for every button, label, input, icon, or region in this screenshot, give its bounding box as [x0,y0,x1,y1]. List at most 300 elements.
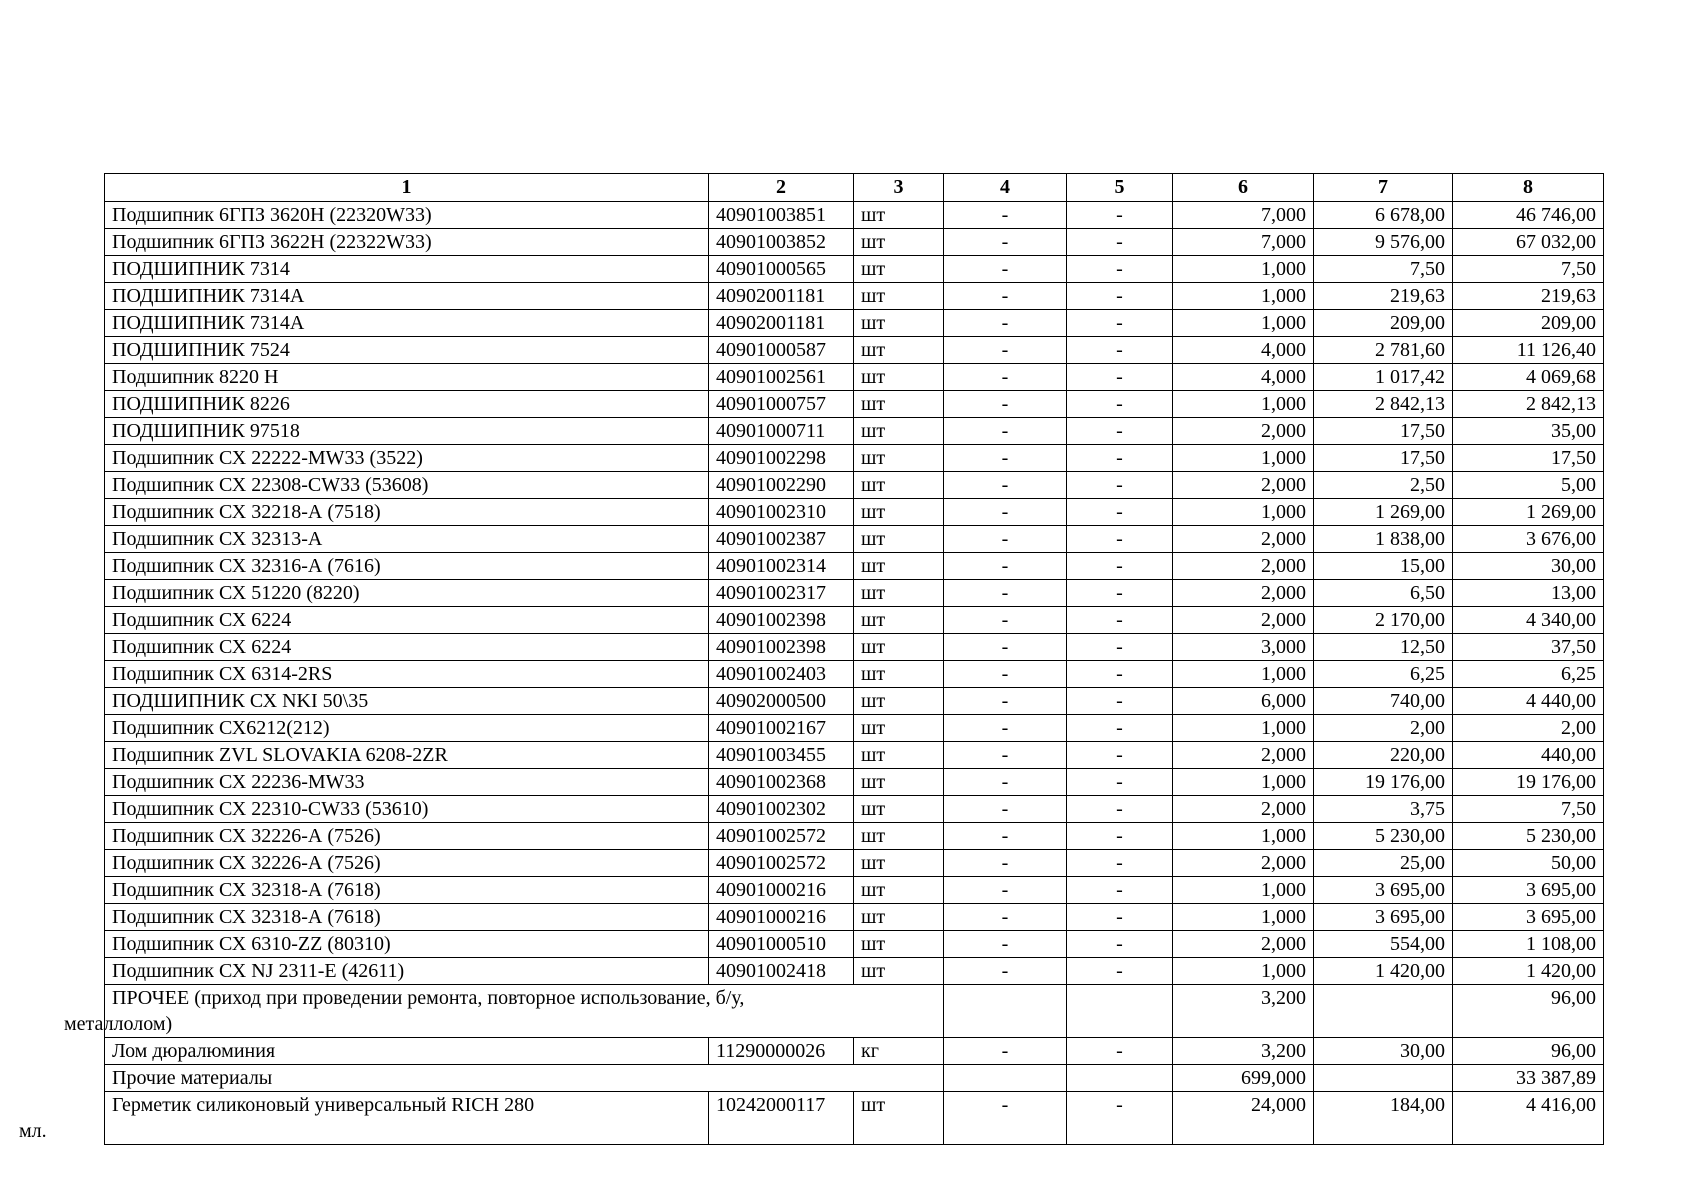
code-cell: 40901002317 [709,580,854,607]
unit-cell: шт [854,607,944,634]
sum-cell: 96,00 [1453,985,1604,1038]
code-cell: 40901002418 [709,958,854,985]
header-row [105,174,1604,202]
sum-cell: 209,00 [1453,310,1604,337]
header-cell: 8 [1453,174,1604,202]
name-cell: ПОДШИПНИК СХ NKI 50\35 [105,688,709,715]
sum-cell: 7,50 [1453,256,1604,283]
col5-cell: - [1067,364,1173,391]
qty-cell: 3,000 [1173,634,1314,661]
col5-cell: - [1067,931,1173,958]
price-cell: 25,00 [1314,850,1453,877]
col4-cell: - [944,526,1067,553]
col4-cell: - [944,688,1067,715]
code-cell: 11290000026 [709,1038,854,1065]
qty-cell: 7,000 [1173,202,1314,229]
unit-cell: шт [854,715,944,742]
unit-cell: шт [854,526,944,553]
qty-cell: 1,000 [1173,445,1314,472]
price-cell: 209,00 [1314,310,1453,337]
col5-cell: - [1067,310,1173,337]
name-cell: Подшипник СХ 6224 [105,607,709,634]
empty-cell [1314,985,1453,1038]
col4-cell: - [944,499,1067,526]
qty-cell: 1,000 [1173,769,1314,796]
table-row [105,661,1604,688]
qty-cell: 7,000 [1173,229,1314,256]
unit-cell: шт [854,472,944,499]
code-cell: 40902001181 [709,283,854,310]
name-cell: Подшипник СХ 32218-А (7518) [105,499,709,526]
col5-cell: - [1067,337,1173,364]
unit-cell: шт [854,904,944,931]
sum-cell: 96,00 [1453,1038,1604,1065]
name-cell: Подшипник СХ 32318-А (7618) [105,877,709,904]
qty-cell: 2,000 [1173,553,1314,580]
price-cell: 2,50 [1314,472,1453,499]
code-cell: 40901000216 [709,904,854,931]
qty-cell: 1,000 [1173,823,1314,850]
col5-cell: - [1067,850,1173,877]
qty-cell: 1,000 [1173,715,1314,742]
name-cell: ПОДШИПНИК 7314А [105,310,709,337]
name-cell: Подшипник СХ 32316-А (7616) [105,553,709,580]
unit-cell: шт [854,769,944,796]
sum-cell: 11 126,40 [1453,337,1604,364]
unit-cell: кг [854,1038,944,1065]
col5-cell: - [1067,283,1173,310]
qty-cell: 2,000 [1173,742,1314,769]
price-cell: 2 170,00 [1314,607,1453,634]
sum-cell: 35,00 [1453,418,1604,445]
table-row [105,958,1604,985]
name-cell: Подшипник СХ 22236-MW33 [105,769,709,796]
price-cell: 220,00 [1314,742,1453,769]
unit-cell: шт [854,877,944,904]
col5-cell: - [1067,418,1173,445]
unit-cell: шт [854,364,944,391]
col5-cell: - [1067,1092,1173,1145]
empty-cell [944,1065,1067,1092]
sum-cell: 33 387,89 [1453,1065,1604,1092]
name-cell: Подшипник СХ6212(212) [105,715,709,742]
col4-cell: - [944,553,1067,580]
name-cell: ПОДШИПНИК 8226 [105,391,709,418]
col4-cell: - [944,607,1067,634]
table-body [105,202,1604,985]
sum-cell: 1 269,00 [1453,499,1604,526]
col5-cell: - [1067,526,1173,553]
name-cell: Подшипник СХ 6224 [105,634,709,661]
code-cell: 40901000216 [709,877,854,904]
col5-cell: - [1067,877,1173,904]
qty-cell: 2,000 [1173,931,1314,958]
name-cell: Подшипник СХ 51220 (8220) [105,580,709,607]
col5-cell: - [1067,958,1173,985]
qty-cell: 1,000 [1173,256,1314,283]
name-cell: Подшипник 6ГПЗ 3620Н (22320W33) [105,202,709,229]
table-row [105,715,1604,742]
qty-cell: 1,000 [1173,958,1314,985]
col4-cell: - [944,256,1067,283]
qty-cell: 1,000 [1173,904,1314,931]
table-row [105,769,1604,796]
unit-cell: шт [854,445,944,472]
code-cell: 40901002398 [709,607,854,634]
code-cell: 10242000117 [709,1092,854,1145]
col5-cell: - [1067,823,1173,850]
code-cell: 40901002398 [709,634,854,661]
col5-cell: - [1067,499,1173,526]
header-cell: 6 [1173,174,1314,202]
price-cell: 1 269,00 [1314,499,1453,526]
code-cell: 40901002310 [709,499,854,526]
col4-cell: - [944,391,1067,418]
price-cell: 2,00 [1314,715,1453,742]
table-row [105,256,1604,283]
qty-cell: 2,000 [1173,472,1314,499]
col4-cell: - [944,445,1067,472]
col4-cell: - [944,877,1067,904]
table-row [105,823,1604,850]
code-cell: 40901002290 [709,472,854,499]
col5-cell: - [1067,472,1173,499]
unit-cell: шт [854,229,944,256]
name-cell: Подшипник СХ 6310-ZZ (80310) [105,931,709,958]
name-cell: Подшипник СХ 22308-CW33 (53608) [105,472,709,499]
sum-cell: 1 420,00 [1453,958,1604,985]
name-cell: Подшипник СХ 32226-А (7526) [105,850,709,877]
code-cell: 40902000500 [709,688,854,715]
sum-cell: 50,00 [1453,850,1604,877]
table-row [105,391,1604,418]
table-row [105,796,1604,823]
price-cell: 15,00 [1314,553,1453,580]
code-cell: 40901000587 [709,337,854,364]
group-name-cell: Прочие материалы [105,1065,944,1092]
col4-cell: - [944,715,1067,742]
name-cell: ПОДШИПНИК 7314А [105,283,709,310]
qty-cell: 1,000 [1173,877,1314,904]
empty-cell [944,985,1067,1038]
unit-cell: шт [854,310,944,337]
col4-cell: - [944,229,1067,256]
col4-cell: - [944,850,1067,877]
table-row [105,229,1604,256]
qty-cell: 4,000 [1173,364,1314,391]
sum-cell: 5 230,00 [1453,823,1604,850]
col5-cell: - [1067,904,1173,931]
col5-cell: - [1067,445,1173,472]
unit-cell: шт [854,499,944,526]
col5-cell: - [1067,1038,1173,1065]
qty-cell: 2,000 [1173,580,1314,607]
col4-cell: - [944,904,1067,931]
price-cell: 2 842,13 [1314,391,1453,418]
col5-cell: - [1067,553,1173,580]
qty-cell: 1,000 [1173,499,1314,526]
unit-cell: шт [854,688,944,715]
table-row-scrap [105,1038,1604,1065]
table-row [105,526,1604,553]
qty-cell: 1,000 [1173,391,1314,418]
inventory-table [19,173,1604,1145]
table-row [105,580,1604,607]
qty-cell: 2,000 [1173,607,1314,634]
unit-cell: шт [854,418,944,445]
price-cell: 1 838,00 [1314,526,1453,553]
col5-cell: - [1067,391,1173,418]
sum-cell: 4 340,00 [1453,607,1604,634]
sum-cell: 2,00 [1453,715,1604,742]
name-cell: Подшипник ZVL SLOVAKIA 6208-2ZR [105,742,709,769]
unit-cell: шт [854,850,944,877]
table-row [105,337,1604,364]
unit-cell: шт [854,823,944,850]
col4-cell: - [944,769,1067,796]
col5-cell: - [1067,661,1173,688]
qty-cell: 1,000 [1173,283,1314,310]
sum-cell: 3 676,00 [1453,526,1604,553]
name-cell: ПОДШИПНИК 7524 [105,337,709,364]
price-cell: 6 678,00 [1314,202,1453,229]
price-cell: 554,00 [1314,931,1453,958]
code-cell: 40901002368 [709,769,854,796]
qty-cell: 699,000 [1173,1065,1314,1092]
table-row [105,418,1604,445]
name-cell: Подшипник СХ 32226-А (7526) [105,823,709,850]
qty-cell: 24,000 [1173,1092,1314,1145]
name-cell: Подшипник 8220 Н [105,364,709,391]
sum-cell: 6,25 [1453,661,1604,688]
price-cell: 5 230,00 [1314,823,1453,850]
col4-cell: - [944,796,1067,823]
sum-cell: 2 842,13 [1453,391,1604,418]
group-name-line2: металлолом) [64,1013,173,1035]
price-cell: 9 576,00 [1314,229,1453,256]
price-cell: 19 176,00 [1314,769,1453,796]
sum-cell: 67 032,00 [1453,229,1604,256]
name-cell: Подшипник СХ NJ 2311-E (42611) [105,958,709,985]
table-row [105,364,1604,391]
unit-cell: шт [854,661,944,688]
sum-cell: 7,50 [1453,796,1604,823]
header-cell: 1 [105,174,709,202]
unit-cell: шт [854,796,944,823]
sum-cell: 19 176,00 [1453,769,1604,796]
col4-cell: - [944,364,1067,391]
header-cell: 7 [1314,174,1453,202]
table-row [105,202,1604,229]
sum-cell: 13,00 [1453,580,1604,607]
name-cell: Подшипник СХ 32313-А [105,526,709,553]
unit-cell: шт [854,742,944,769]
price-cell: 17,50 [1314,418,1453,445]
table-tail [19,985,1604,1145]
table-row [105,877,1604,904]
sum-cell: 4 416,00 [1453,1092,1604,1145]
code-cell: 40901002302 [709,796,854,823]
col4-cell: - [944,1038,1067,1065]
col5-cell: - [1067,742,1173,769]
name-cell: Подшипник СХ 6314-2RS [105,661,709,688]
code-cell: 40901002403 [709,661,854,688]
qty-cell: 2,000 [1173,850,1314,877]
empty-cell [1067,985,1173,1038]
sum-cell: 37,50 [1453,634,1604,661]
col5-cell: - [1067,715,1173,742]
empty-cell [1067,1065,1173,1092]
header-cell: 3 [854,174,944,202]
table-row [105,445,1604,472]
table-row [105,742,1604,769]
unit-cell: шт [854,634,944,661]
col4-cell: - [944,202,1067,229]
table-row [105,688,1604,715]
name-cell: Подшипник СХ 22222-MW33 (3522) [105,445,709,472]
empty-cell [1314,1065,1453,1092]
col5-cell: - [1067,229,1173,256]
table-row [105,472,1604,499]
price-cell: 17,50 [1314,445,1453,472]
col4-cell: - [944,418,1067,445]
header-cell: 4 [944,174,1067,202]
price-cell: 3,75 [1314,796,1453,823]
price-cell: 2 781,60 [1314,337,1453,364]
code-cell: 40902001181 [709,310,854,337]
table-row [105,283,1604,310]
table-row [105,310,1604,337]
col5-cell: - [1067,688,1173,715]
price-cell: 30,00 [1314,1038,1453,1065]
code-cell: 40901003455 [709,742,854,769]
code-cell: 40901003851 [709,202,854,229]
unit-cell: шт [854,337,944,364]
col4-cell: - [944,823,1067,850]
code-cell: 40901000711 [709,418,854,445]
col4-cell: - [944,931,1067,958]
col4-cell: - [944,283,1067,310]
col5-cell: - [1067,607,1173,634]
unit-cell: шт [854,283,944,310]
qty-cell: 2,000 [1173,526,1314,553]
qty-cell: 3,200 [1173,1038,1314,1065]
table-row [105,553,1604,580]
col4-cell: - [944,634,1067,661]
group-row-other [105,985,1604,1038]
table-row [105,850,1604,877]
col4-cell: - [944,472,1067,499]
code-cell: 40901002298 [709,445,854,472]
sum-cell: 5,00 [1453,472,1604,499]
col5-cell: - [1067,580,1173,607]
name-cell: Лом дюралюминия [105,1038,709,1065]
price-cell: 1 017,42 [1314,364,1453,391]
col5-cell: - [1067,796,1173,823]
unit-cell: шт [854,256,944,283]
price-cell: 184,00 [1314,1092,1453,1145]
qty-cell: 4,000 [1173,337,1314,364]
group-row-materials [105,1065,1604,1092]
code-cell: 40901002387 [709,526,854,553]
col4-cell: - [944,661,1067,688]
header-cell: 2 [709,174,854,202]
name-line1: Герметик силиконовый универсальный RICH 280 [112,1094,535,1116]
unit-cell: шт [854,1092,944,1145]
price-cell: 6,25 [1314,661,1453,688]
sum-cell: 46 746,00 [1453,202,1604,229]
table-row [105,499,1604,526]
header-cell: 5 [1067,174,1173,202]
table-row [105,607,1604,634]
col4-cell: - [944,310,1067,337]
code-cell: 40901002167 [709,715,854,742]
group-name-cell [64,985,944,1038]
sum-cell: 219,63 [1453,283,1604,310]
col5-cell: - [1067,634,1173,661]
sum-cell: 440,00 [1453,742,1604,769]
sum-cell: 30,00 [1453,553,1604,580]
sum-cell: 17,50 [1453,445,1604,472]
price-cell: 3 695,00 [1314,877,1453,904]
code-cell: 40901002572 [709,850,854,877]
price-cell: 6,50 [1314,580,1453,607]
col5-cell: - [1067,202,1173,229]
code-cell: 40901002561 [709,364,854,391]
sum-cell: 4 069,68 [1453,364,1604,391]
col5-cell: - [1067,256,1173,283]
code-cell: 40901000757 [709,391,854,418]
table-row [105,904,1604,931]
table-row [105,931,1604,958]
sum-cell: 3 695,00 [1453,877,1604,904]
price-cell: 3 695,00 [1314,904,1453,931]
col4-cell: - [944,337,1067,364]
unit-cell: шт [854,580,944,607]
qty-cell: 3,200 [1173,985,1314,1038]
price-cell: 1 420,00 [1314,958,1453,985]
name-cell: Подшипник 6ГПЗ 3622Н (22322W33) [105,229,709,256]
code-cell: 40901002314 [709,553,854,580]
col4-cell: - [944,580,1067,607]
code-cell: 40901003852 [709,229,854,256]
unit-cell: шт [854,931,944,958]
unit-cell: шт [854,202,944,229]
qty-cell: 6,000 [1173,688,1314,715]
sum-cell: 3 695,00 [1453,904,1604,931]
code-cell: 40901002572 [709,823,854,850]
table-row-sealant [105,1092,1604,1145]
unit-cell: шт [854,958,944,985]
qty-cell: 2,000 [1173,796,1314,823]
col4-cell: - [944,742,1067,769]
col5-cell: - [1067,769,1173,796]
price-cell: 7,50 [1314,256,1453,283]
sum-cell: 1 108,00 [1453,931,1604,958]
code-cell: 40901000565 [709,256,854,283]
unit-cell: шт [854,553,944,580]
col4-cell: - [944,958,1067,985]
code-cell: 40901000510 [709,931,854,958]
sum-cell: 4 440,00 [1453,688,1604,715]
qty-cell: 1,000 [1173,661,1314,688]
table-row [105,634,1604,661]
group-name-line1: ПРОЧЕЕ (приход при проведении ремонта, повторное использование, б/у, [112,987,745,1009]
name-cell: ПОДШИПНИК 97518 [105,418,709,445]
price-cell: 12,50 [1314,634,1453,661]
name-cell [19,1092,709,1145]
price-cell: 740,00 [1314,688,1453,715]
